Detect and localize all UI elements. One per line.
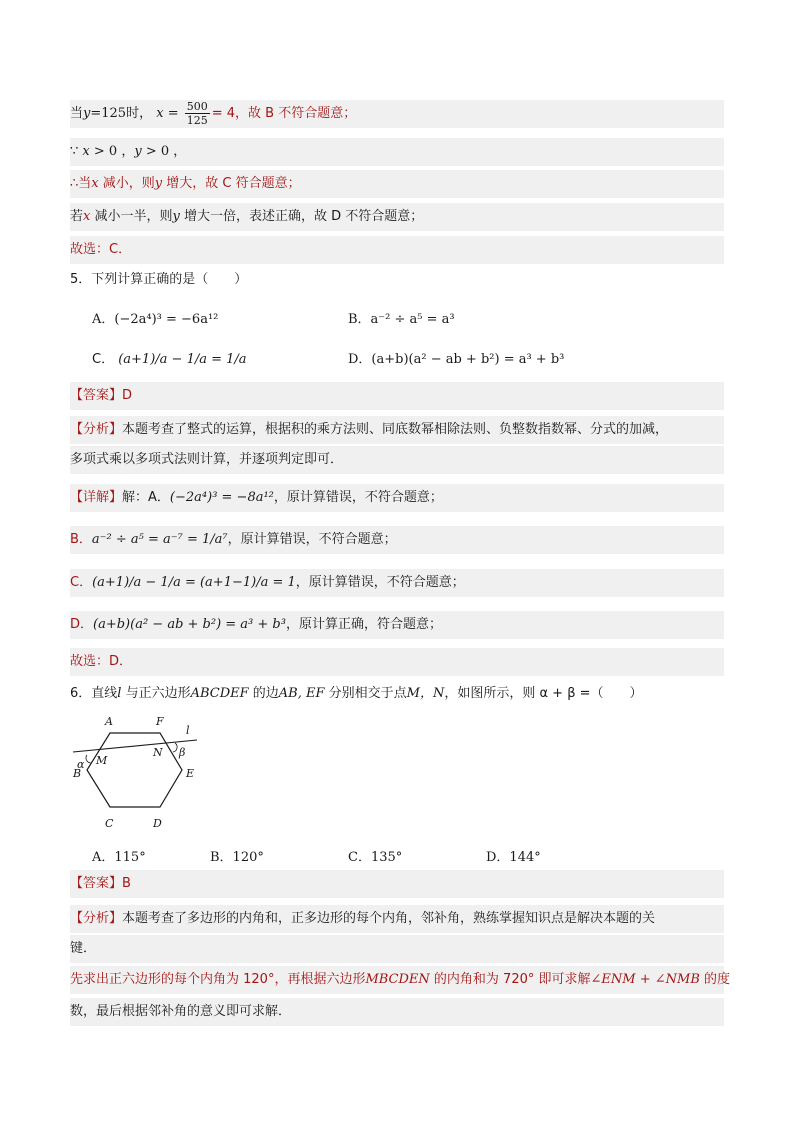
var-y: y: [134, 144, 142, 159]
q5-option-c: [92, 348, 247, 367]
text: 当: [70, 106, 84, 121]
math: (a+b)(a² − ab + b²) = a³ + b³: [93, 617, 286, 632]
q6-analysis-1: [70, 905, 724, 933]
answer-tag: 【答案】: [70, 876, 123, 891]
text: D．: [70, 617, 94, 632]
text: =: [163, 106, 183, 121]
alpha-arc: [86, 755, 91, 763]
text: ，原计算错误，不符合题意；: [273, 490, 443, 505]
label-f: F: [156, 715, 164, 728]
question-stem: 5．下列计算正确的是（ ）: [70, 272, 248, 287]
var-x: x: [83, 209, 91, 224]
text: 的内角和为 720° 即可求解: [429, 972, 591, 987]
math: a⁻² ÷ a⁵ = a⁻⁷ = 1/a⁷: [91, 532, 228, 547]
beta-arc: [173, 743, 177, 752]
answer-value: D: [122, 388, 133, 403]
hexagon-shape: [87, 733, 182, 807]
text: 故选：D．: [70, 654, 133, 669]
text: C．: [70, 575, 93, 590]
q6-option-d: D．144°: [486, 850, 541, 865]
text: 增大一倍，表述正确，故 D 不符合题意；: [179, 209, 424, 224]
text: 与正六边形: [121, 686, 191, 701]
math: (a+1)/a − 1/a = (a+1−1)/a = 1: [92, 575, 296, 590]
q4-line-choose: [70, 236, 724, 264]
text: =125时，: [90, 106, 153, 121]
var-y: y: [172, 209, 180, 224]
q6-analysis-3: [70, 966, 731, 994]
text: ∴当: [70, 176, 92, 191]
text: 本题考查了整式的运算，根据积的乘方法则、同底数幂相除法则、负整数指数幂、分式的加减，: [122, 422, 669, 437]
answer-value: B: [122, 876, 131, 891]
label-a: A: [105, 715, 113, 728]
answer-tag: 【答案】: [70, 388, 123, 403]
label-b: B: [73, 767, 82, 780]
label-l: l: [186, 724, 190, 737]
q5-detail-c: [70, 569, 724, 597]
text: 的边: [248, 686, 279, 701]
q6-option-b: B．120°: [210, 850, 264, 865]
text: ，原计算正确，符合题意；: [285, 617, 442, 632]
numerator: 500: [186, 100, 208, 113]
q5-stem: [70, 266, 724, 294]
text: 若: [70, 209, 84, 224]
label-d: D: [153, 817, 162, 830]
q6-option-c: C．135°: [348, 850, 403, 865]
q6-stem: [70, 680, 724, 708]
text: 减小一半，则: [90, 209, 173, 224]
q5-option-a: A．(−2a⁴)³ = −6a¹²: [92, 312, 219, 327]
label-alpha: α: [77, 758, 85, 771]
var-l: l: [117, 686, 122, 701]
text: 键．: [70, 941, 97, 956]
q4-line-because: [70, 138, 724, 166]
text: 本题考查了多边形的内角和，正多边形的每个内角，邻补角，熟练掌握知识点是解决本题的关: [122, 911, 656, 926]
text: 多项式乘以多项式法则计算，并逐项判定即可．: [70, 452, 344, 467]
text: 解：A．: [122, 490, 170, 505]
angle-sum: ∠ENM + ∠NMB: [590, 972, 700, 987]
var-x: x: [91, 176, 99, 191]
q4-line-therefore: [70, 170, 724, 198]
text: > 0 ，: [89, 144, 135, 159]
q6-option-a: A．115°: [92, 850, 146, 865]
text: ，如图所示，则 α + β =（ ）: [444, 686, 643, 701]
q5-detail-a: [70, 484, 724, 512]
detail-tag: 【详解】: [70, 490, 123, 505]
var-x: x: [156, 106, 164, 121]
hexagon-name: ABCDEF: [190, 686, 249, 701]
text: ，原计算错误，不符合题意；: [295, 575, 465, 590]
text: 故选：C．: [70, 242, 132, 257]
q5-analysis-2: [70, 446, 724, 474]
q4-line-y125: [70, 100, 724, 128]
q5-option-b: B．a⁻² ÷ a⁵ = a³: [348, 312, 455, 327]
q5-option-d: D．(a+b)(a² − ab + b²) = a³ + b³: [348, 352, 565, 367]
text: B．: [70, 532, 92, 547]
text: ，原计算错误，不符合题意；: [227, 532, 397, 547]
q4-line-if: [70, 203, 724, 231]
fraction: [185, 100, 210, 127]
q5-detail-d: [70, 611, 724, 639]
denominator: 125: [186, 114, 208, 127]
text: 增大，故 C 符合题意；: [162, 176, 301, 191]
analysis-tag: 【分析】: [70, 422, 123, 437]
q5-analysis-1: [70, 416, 724, 444]
var-y: y: [83, 106, 91, 121]
var-x: x: [82, 144, 90, 159]
label-c: C: [105, 817, 114, 830]
points: M，N: [406, 686, 445, 701]
q6-answer: [70, 870, 724, 898]
q6-analysis-4: [70, 998, 724, 1026]
text: > 0 ，: [141, 144, 187, 159]
label-beta: β: [179, 746, 186, 759]
text: 的度: [699, 972, 731, 987]
text: C．: [92, 352, 115, 367]
q6-analysis-2: [70, 935, 724, 963]
option-c-expression: (a+1)/a − 1/a = 1/a: [118, 352, 247, 367]
q5-choose: [70, 648, 724, 676]
text: 分别相交于点: [324, 686, 407, 701]
text: 6．直线: [70, 686, 118, 701]
label-n: N: [153, 746, 163, 759]
q5-detail-b: [70, 526, 724, 554]
sides: AB, EF: [278, 686, 325, 701]
text: 先求出正六边形的每个内角为 120°，再根据六边形: [70, 972, 366, 987]
analysis-tag: 【分析】: [70, 911, 123, 926]
math: (−2a⁴)³ = −8a¹²: [169, 490, 274, 505]
label-e: E: [186, 767, 195, 780]
hexagon-name: MBCDEN: [365, 972, 430, 987]
because-symbol: ∵: [70, 144, 79, 159]
q5-answer: [70, 382, 724, 410]
text: = 4，故 B 不符合题意；: [211, 106, 357, 121]
hexagon-figure: [65, 710, 215, 835]
var-y: y: [154, 176, 163, 191]
text: 减小，则: [98, 176, 155, 191]
label-m: M: [96, 754, 108, 767]
text: 数，最后根据邻补角的意义即可求解．: [70, 1004, 292, 1019]
